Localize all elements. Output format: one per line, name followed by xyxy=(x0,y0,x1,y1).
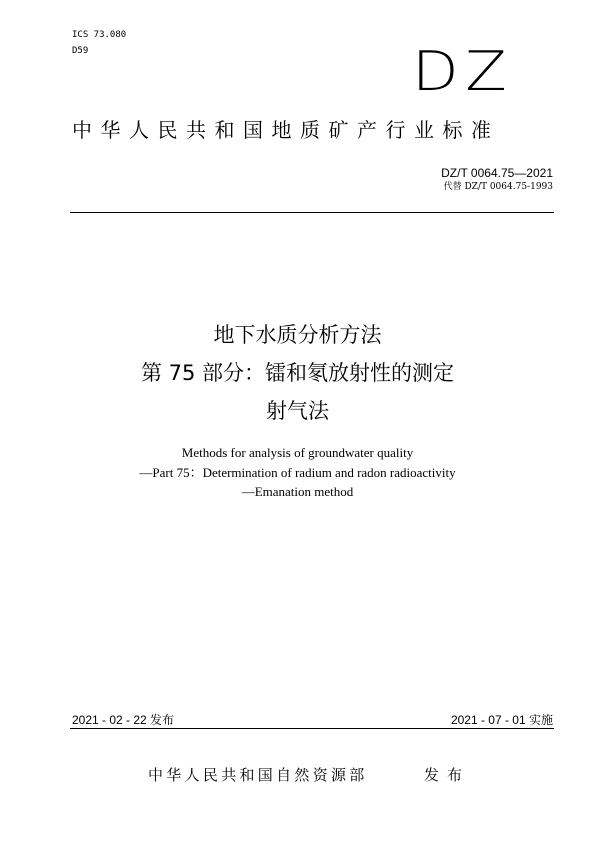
dz-logo: DZ xyxy=(412,40,514,103)
replaces-standard: 代替 DZ/T 0064.75-1993 xyxy=(443,182,553,192)
ics-code: ICS 73.080 xyxy=(72,30,127,40)
top-divider xyxy=(70,212,554,213)
chinese-title-line-2: 第 75 部分：镭和氡放射性的测定 xyxy=(140,361,455,385)
chinese-title-line-3: 射气法 xyxy=(266,399,329,423)
chinese-title-line-1: 地下水质分析方法 xyxy=(213,323,382,347)
english-title-line-2: —Part 75：Determination of radium and radon radioactivity xyxy=(139,465,456,480)
english-title-line-1: Methods for analysis of groundwater quality xyxy=(181,445,414,460)
ccs-code: D59 xyxy=(72,46,89,56)
issue-date: 2021 - 02 - 22 发布 xyxy=(72,713,175,727)
issued-label: 发布 xyxy=(424,766,471,784)
standard-code: DZ/T 0064.75—2021 xyxy=(441,166,553,180)
publisher-name: 中华人民共和国自然资源部 xyxy=(148,766,368,784)
bottom-divider xyxy=(70,728,554,729)
english-title-line-3: —Emanation method xyxy=(241,484,354,499)
implementation-date: 2021 - 07 - 01 实施 xyxy=(450,713,553,727)
standard-category-title: 中华人民共和国地质矿产行业标准 xyxy=(72,118,500,142)
